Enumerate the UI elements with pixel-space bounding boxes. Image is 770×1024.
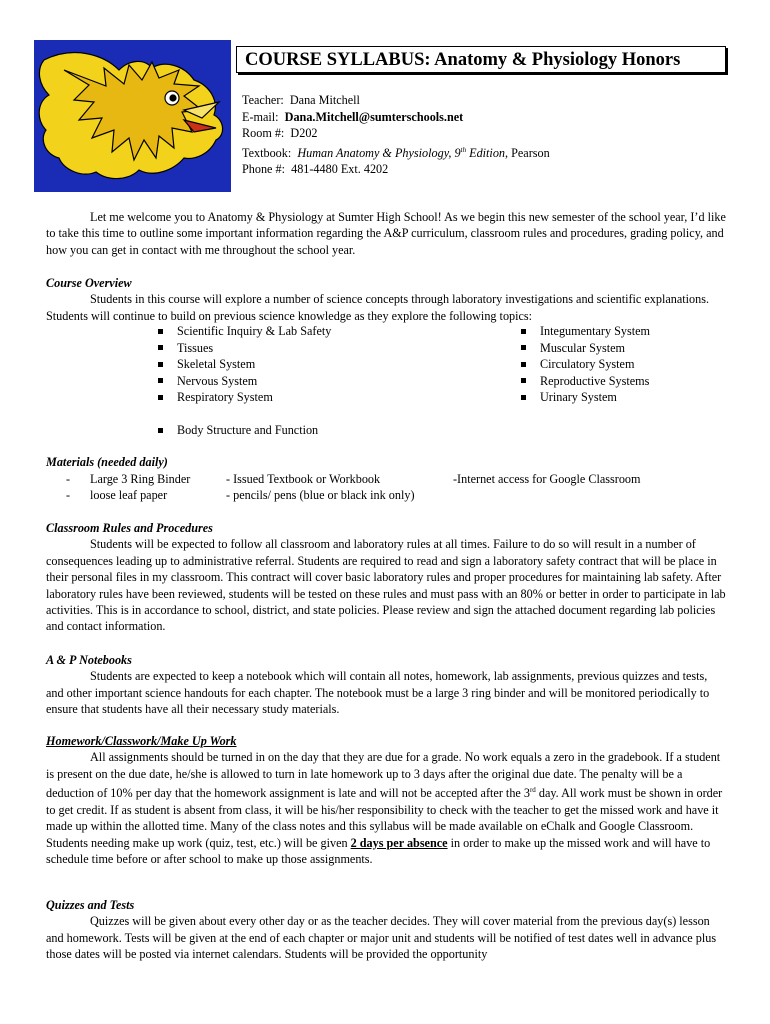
homework-heading: Homework/Classwork/Make Up Work [46, 734, 237, 748]
teacher-label: Teacher: [242, 93, 284, 107]
course-overview-section [46, 275, 726, 324]
list-item: Respiratory System [158, 389, 331, 406]
bullet-icon [158, 428, 163, 433]
textbook-label: Textbook: [242, 145, 292, 160]
list-item: Skeletal System [158, 356, 331, 373]
notebooks-section [46, 652, 726, 718]
list-item: Tissues [158, 340, 331, 357]
list-item: Nervous System [158, 373, 331, 390]
intro-paragraph [46, 209, 726, 258]
quizzes-heading: Quizzes and Tests [46, 898, 135, 912]
homework-text-a: All assignments should be turned in on the day that they are due for a grade. No work equals a zero in the gradebook. If a student is present on the due date, he/she is allowed to turn in late homework up to 3 days after the original due date. The penalty will be a deduction of 10% per day that the homework assignment is late and will not be accepted after the 3 [46, 750, 721, 801]
teacher-name: Dana Mitchell [289, 93, 360, 107]
topics-left-list [158, 323, 331, 439]
gamecock-icon [34, 40, 231, 192]
list-item: Reproductive Systems [521, 373, 650, 390]
syllabus-title: COURSE SYLLABUS: Anatomy & Physiology Honors [236, 46, 726, 73]
list-item: Integumentary System [521, 323, 650, 340]
materials-heading: Materials (needed daily) [46, 455, 168, 469]
textbook-edition: Edition [466, 145, 506, 160]
list-item: - pencils/ pens (blue or black ink only) [226, 488, 415, 503]
list-item: Body Structure and Function [158, 422, 331, 439]
list-item: Urinary System [521, 389, 650, 406]
intro-text: Let me welcome you to Anatomy & Physiology at Sumter High School! As we begin this new semester of the school year, I’d like to take this time to outline some important information regarding the A&P curriculum, classroom rules and procedures, grading policy, and how you can get in contact with me throughout the school year. [46, 210, 726, 257]
bullet-icon [158, 395, 163, 400]
email-label: E-mail: [242, 109, 279, 124]
course-overview-text: Students in this course will explore a number of science concepts through laboratory investigations and scientific explanations. Students will continue to build on previous science knowledge as they explore the following topics: [46, 292, 710, 323]
bullet-icon [158, 378, 163, 383]
bullet-icon [521, 362, 526, 367]
topics-right-list [521, 323, 650, 406]
textbook-title: Human Anatomy & Physiology, 9 [297, 145, 461, 160]
homework-emphasis: 2 days per absence [350, 835, 448, 850]
list-item: - Large 3 Ring Binder [66, 472, 191, 486]
bullet-icon [521, 329, 526, 334]
materials-col2 [226, 471, 415, 504]
bullet-icon [158, 345, 163, 350]
list-item: Scientific Inquiry & Lab Safety [158, 323, 331, 340]
homework-text-b: day. All work must be shown in order to get credit. If as student is absent from class, it will be his/her responsibility to check with the teacher to get the missed work and have it made up within the allotted time. Many of the class notes and this syllabus will be made available on eChalk and Google Classroom. Students needing make up work (quiz, test, etc.) will be given [46, 786, 723, 850]
materials-section [46, 454, 726, 470]
list-item: -Internet access for Google Classroom [453, 472, 641, 486]
materials-col1 [66, 471, 190, 504]
list-item: - loose leaf paper [66, 488, 168, 503]
course-overview-heading: Course Overview [46, 276, 132, 290]
homework-section [46, 733, 726, 867]
list-item: - Issued Textbook or Workbook [226, 472, 381, 486]
room-line [242, 125, 550, 142]
quizzes-section [46, 897, 726, 963]
room-label: Room #: [242, 126, 285, 140]
phone-number: 481-4480 Ext. 4202 [291, 162, 389, 177]
rules-heading: Classroom Rules and Procedures [46, 521, 213, 535]
rules-text: Students will be expected to follow all classroom and laboratory rules at all times. Failure to do so will result in a number of consequences leading up to administrative referral. Students are required to read and sign a laboratory safety contract that will be place in their personal files in my classroom. This contract will cover basic laboratory rules and proper procedures for maintaining lab safety. After laboratory rules have been reviewed, students will be tested on these rules and must pass with an 80% or better in order to participate in lab activities. This is in accordance to school, district, and state policies. Please review and sign the attached document regarding lab policies and contact information. [46, 537, 726, 634]
email-link[interactable]: Dana.Mitchell@sumterschools.net [284, 109, 464, 124]
materials-col3 [453, 471, 641, 487]
phone-line [242, 161, 550, 178]
list-item: Muscular System [521, 340, 650, 357]
bullet-icon [521, 345, 526, 350]
textbook-sup: th [460, 145, 467, 154]
teacher-info-block [242, 92, 550, 178]
notebooks-heading: A & P Notebooks [46, 653, 132, 667]
quizzes-text: Quizzes will be given about every other day or as the teacher decides. They will cover material from the previous day(s) lesson and homework. Tests will be given at the end of each chapter or major unit and students will be notified of test dates well in advance plus those dates will be posted via internet calendars. Students will be provided the opportunity [46, 914, 717, 962]
notebooks-text: Students are expected to keep a notebook which will contain all notes, homework, lab assignments, previous quizzes and tests, and other important science handouts for each chapter. The notebook must be a large 3 ring binder and will be monitored periodically to ensure that students have all their necessary study materials. [46, 669, 710, 717]
textbook-line [242, 142, 550, 162]
bullet-icon [158, 362, 163, 367]
list-item: Circulatory System [521, 356, 650, 373]
teacher-line [242, 92, 550, 109]
phone-label: Phone #: [242, 162, 285, 177]
room-number: D202 [290, 126, 318, 140]
rules-section [46, 520, 726, 635]
textbook-publisher: , Pearson [505, 145, 550, 160]
homework-sup: rd [529, 786, 536, 795]
email-line [242, 109, 550, 126]
homework-text-c: in order to make up the missed work and will have to schedule time before or after school to make up those assignments. [46, 835, 711, 866]
bullet-icon [158, 329, 163, 334]
bullet-icon [521, 395, 526, 400]
school-mascot-logo [34, 40, 231, 192]
bullet-icon [521, 378, 526, 383]
